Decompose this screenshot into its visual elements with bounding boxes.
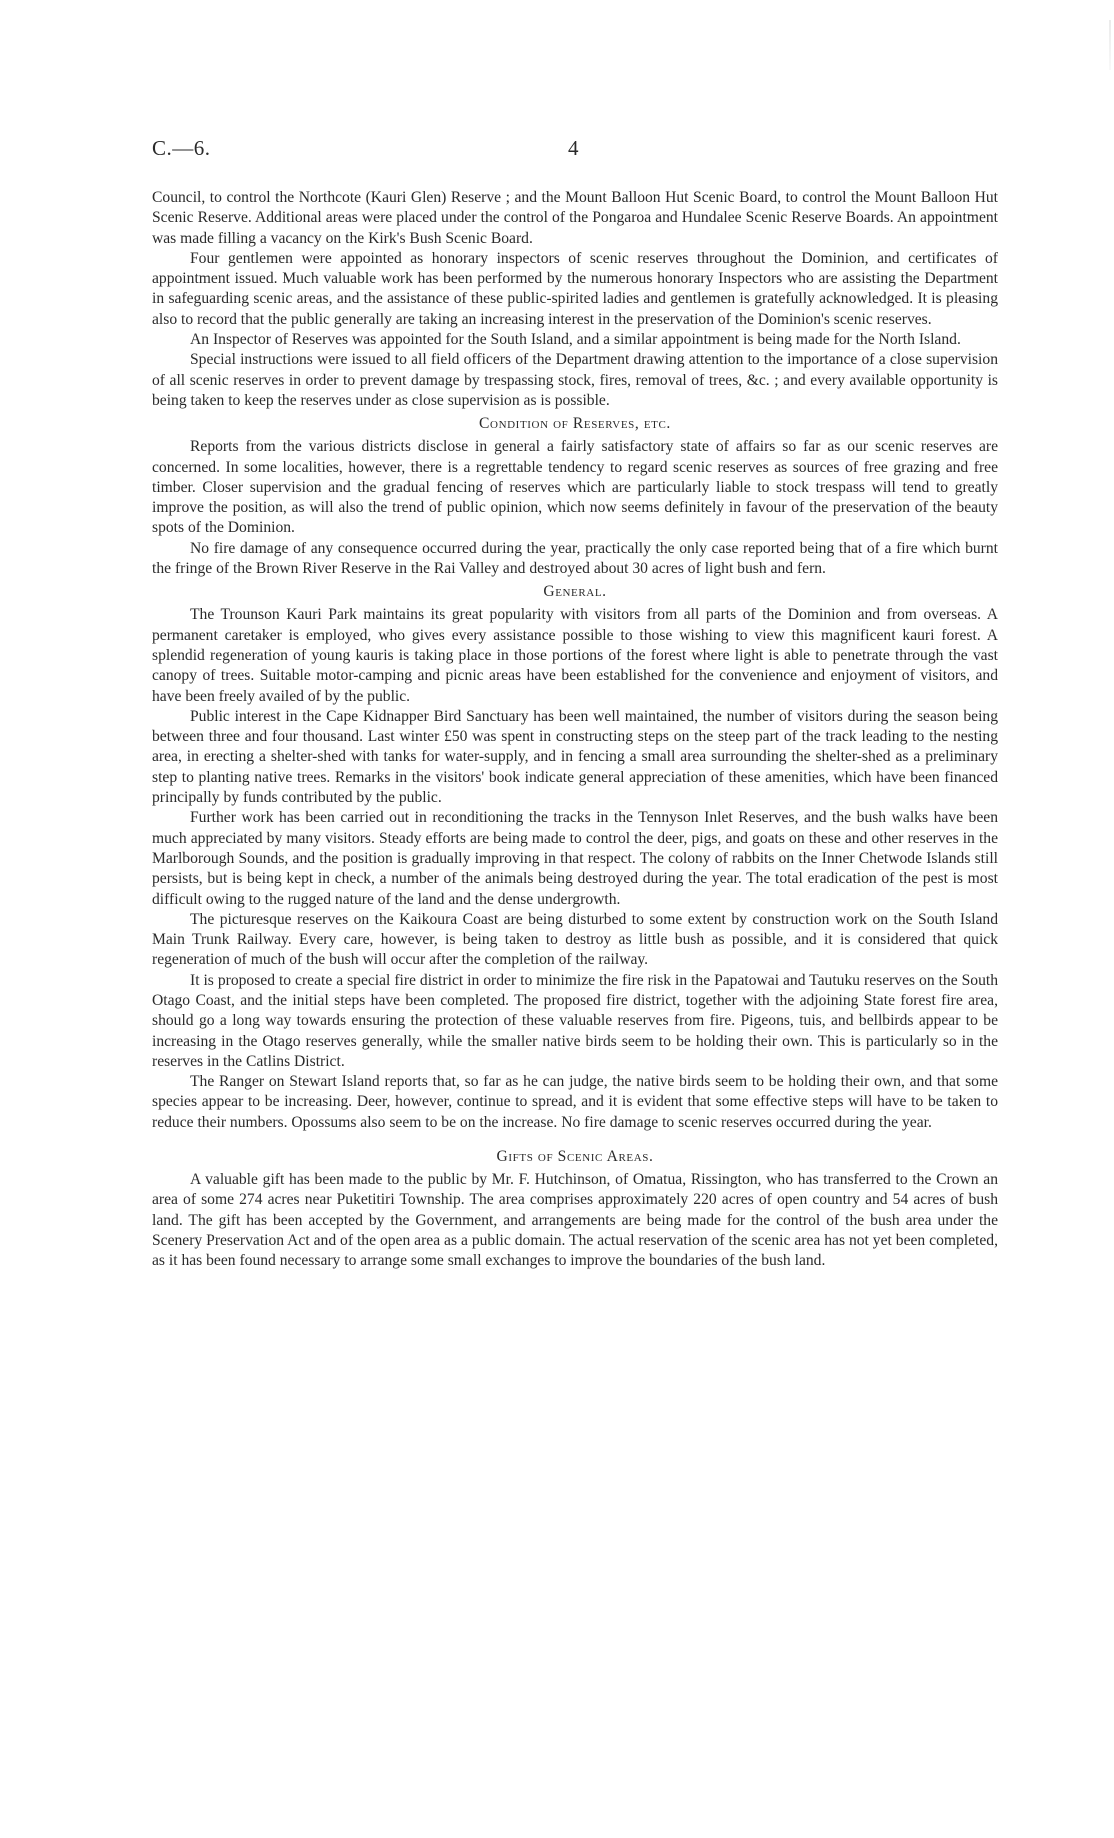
document-body bbox=[152, 188, 998, 1272]
section-heading-general: General. bbox=[543, 583, 607, 601]
paragraph: No fire damage of any consequence occurred during the year, practically the only case reported being that of a fire which burnt the fringe of the Brown River Reserve in the Rai Valley and destroyed about 30 acres of light bush and fern. bbox=[152, 539, 998, 578]
paragraph: The Ranger on Stewart Island reports that, so far as he can judge, the native birds seem to be holding their own, and that some species appear to be increasing. Deer, however, continue to spread, and it is evident that some effective steps will have to be taken to reduce their numbers. Opossums also seem to be on the increase. No fire damage to scenic reserves occurred during the year. bbox=[152, 1073, 998, 1131]
paragraph: Further work has been carried out in reconditioning the tracks in the Tennyson Inlet Reserves, and the bush walks have been much appreciated by many visitors. Steady efforts are being made to control the deer, pigs, and goats on these and other reserves in the Marlborough Sounds, and the position is gradually improving in that respect. The colony of rabbits on the Inner Chetwode Islands still persists, but is being kept in check, a number of the animals being destroyed during the year. The total eradication of the pest is most difficult owing to the rugged nature of the land and the dense undergrowth. bbox=[152, 809, 998, 908]
paragraph: Council, to control the Northcote (Kauri Glen) Reserve ; and the Mount Balloon Hut Scenic Board, to control the Mount Balloon Hut Scenic Reserve. Additional areas were placed under the control of the Pongaroa and Hundalee Scenic Reserve Boards. An appointment was made filling a vacancy on the Kirk's Bush Scenic Board. bbox=[152, 189, 998, 247]
paragraph: The picturesque reserves on the Kaikoura Coast are being disturbed to some extent by construction work on the South Island Main Trunk Railway. Every care, however, is being taken to destroy as little bush as possible, and it is considered that quick regeneration of much of the bush will occur after the completion of the railway. bbox=[152, 910, 998, 969]
paragraph: The Trounson Kauri Park maintains its great popularity with visitors from all parts of the Dominion and from overseas. A permanent caretaker is employed, who gives every assistance possible to those wishing to view this magnificent kauri forest. A splendid regeneration of young kauris is taking place in those portions of the forest where light is able to penetrate through the vast canopy of trees. Suitable motor-camping and picnic areas have been established for the convenience and enjoyment of visitors, and have been freely availed of by the public. bbox=[152, 606, 998, 705]
section-heading-gifts: Gifts of Scenic Areas. bbox=[496, 1148, 654, 1166]
page-header bbox=[152, 136, 998, 166]
page-number: 4 bbox=[568, 136, 579, 160]
paragraph: Four gentlemen were appointed as honorary inspectors of scenic reserves throughout the Dominion, and certificates of appointment issued. Much valuable work has been performed by the numerous honorary Inspectors who are assisting the Department in safeguarding scenic areas, and the assistance of these public-spirited ladies and gentlemen is gratefully acknowledged. It is pleasing also to record that the public generally are taking an increasing interest in the preservation of the Dominion's scenic reserves. bbox=[152, 249, 998, 328]
paragraph: Public interest in the Cape Kidnapper Bird Sanctuary has been well maintained, the number of visitors during the season being between three and four thousand. Last winter £50 was spent in constructing steps on the steep part of the track leading to the nesting area, in erecting a shelter-shed with tanks for water-supply, and in fencing a small area surrounding the shelter-shed as a preliminary step to planting native trees. Remarks in the visitors' book indicate general appreciation of these amenities, which have been financed principally by funds contributed by the public. bbox=[152, 707, 998, 807]
paragraph: Special instructions were issued to all field officers of the Department drawing attention to the importance of a close supervision of all scenic reserves in order to prevent damage by trespassing stock, fires, removal of trees, &c. ; and every available opportunity is being taken to keep the reserves under as close supervision as is possible. bbox=[152, 351, 998, 409]
paragraph: An Inspector of Reserves was appointed for the South Island, and a similar appointment is being made for the North Island. bbox=[190, 331, 961, 349]
paragraph: A valuable gift has been made to the public by Mr. F. Hutchinson, of Omatua, Rissington, who has transferred to the Crown an area of some 274 acres near Puketitiri Township. The area comprises approximately 220 acres of open country and 54 acres of bush land. The gift has been accepted by the Government, and arrangements are being made for the control of the bush area under the Scenery Preservation Act and of the open area as a public domain. The actual reservation of the scenic area has not yet been completed, as it has been found necessary to arrange some small exchanges to improve the boundaries of the bush land. bbox=[152, 1171, 998, 1270]
scan-edge-mark bbox=[1109, 20, 1111, 70]
paragraph: It is proposed to create a special fire district in order to minimize the fire risk in the Papatowai and Tautuku reserves on the South Otago Coast, and the initial steps have been completed. The proposed fire district, together with the adjoining State forest fire area, should go a long way towards ensuring the protection of these valuable reserves from fire. Pigeons, tuis, and bellbirds appear to be increasing in the Otago reserves generally, while the smaller native birds seem to be holding their own. This is particularly so in the reserves in the Catlins District. bbox=[152, 971, 998, 1070]
section-heading-condition: Condition of Reserves, etc. bbox=[479, 415, 671, 433]
paragraph: Reports from the various districts disclose in general a fairly satisfactory state of affairs so far as our scenic reserves are concerned. In some localities, however, there is a regrettable tendency to regard scenic reserves as sources of free grazing and free timber. Closer supervision and the gradual fencing of reserves which are particularly liable to stock trespass will tend to greatly improve the position, as will also the trend of public opinion, which now seems definitely in favour of the preservation of the beauty spots of the Dominion. bbox=[152, 438, 998, 537]
document-code: C.—6. bbox=[152, 136, 211, 160]
